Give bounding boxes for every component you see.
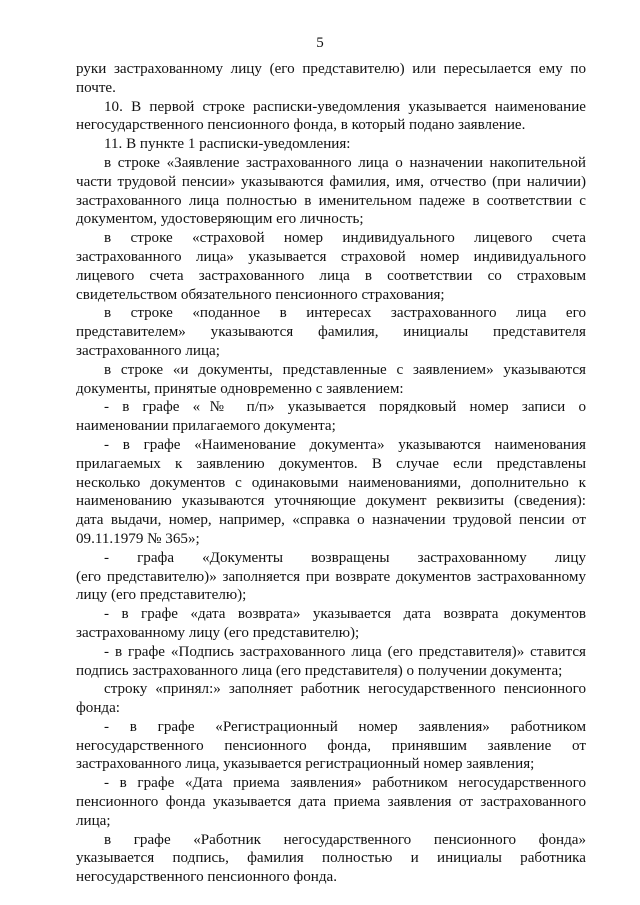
text-line: - в графе «Регистрационный номер заявления» работником <box>104 718 586 735</box>
text-line: 10. В первой строке расписки-уведомления указывается наименование <box>104 98 586 115</box>
text-line: почте. <box>76 79 116 96</box>
text-line: в строке «и документы, представленные с заявлением» указываются <box>104 361 586 378</box>
text-line: пенсионного фонда указывается дата приема заявления от застрахованного <box>76 794 586 811</box>
text-line: 11. В пункте 1 расписки-уведомления: <box>104 136 351 153</box>
text-line: несколько документов с одинаковыми наименованиями, дополнительно к <box>76 474 586 491</box>
page-number: 5 <box>316 35 324 51</box>
text-line: 09.11.1979 № 365»; <box>76 530 200 547</box>
text-line: в строке «поданное в интересах застрахованного лица его <box>104 305 586 322</box>
text-line: наименовании прилагаемого документа; <box>76 418 336 435</box>
document-body <box>76 60 586 887</box>
text-line: - в графе «№ п/п» указывается порядковый номер записи о <box>104 399 586 416</box>
text-line: в строке «Заявление застрахованного лица о назначении накопительной <box>104 154 586 171</box>
text-line: фонда: <box>76 700 120 717</box>
text-line: прилагаемых к заявлению документов. В случае если представлены <box>76 455 586 472</box>
text-line: в графе «Работник негосударственного пенсионного фонда» <box>104 831 586 848</box>
text-line: руки застрахованному лицу (его представителю) или пересылается ему по <box>76 61 586 77</box>
text-line: негосударственного пенсионного фонда. <box>76 869 337 886</box>
text-line: (его представителю)» заполняется при возврате документов застрахованному <box>76 568 586 585</box>
text-line: дата выдачи, номер, например, «справка о назначении трудовой пенсии от <box>76 512 586 529</box>
text-line: документом, удостоверяющим его личность; <box>76 211 364 228</box>
text-line: негосударственного пенсионного фонда, принявшим заявление от <box>76 737 586 754</box>
text-line: лицу (его представителю); <box>76 587 247 604</box>
text-line: подпись застрахованного лица (его представителя) о получении документа; <box>76 662 563 679</box>
text-line: застрахованного лица полностью в именительном падеже в соответствии с <box>76 192 586 209</box>
text-line: представителем» указываются фамилия, инициалы представителя <box>76 324 586 341</box>
text-line: свидетельством обязательного пенсионного страхования; <box>76 286 445 303</box>
text-line: документы, принятые одновременно с заявлением: <box>76 380 404 397</box>
text-line: строку «принял:» заполняет работник негосударственного пенсионного <box>104 681 586 698</box>
text-line: лица; <box>76 812 111 829</box>
text-line: в строке «страховой номер индивидуального лицевого счета <box>104 230 586 247</box>
text-line: - графа «Документы возвращены застрахованному лицу <box>104 549 586 566</box>
text-line: негосударственного пенсионного фонда, в который подано заявление. <box>76 117 526 134</box>
text-line: указывается подпись, фамилия полностью и инициалы работника <box>76 850 586 867</box>
text-line: застрахованного лица; <box>76 342 220 359</box>
text-line: части трудовой пенсии» указываются фамилия, имя, отчество (при наличии) <box>76 173 586 190</box>
text-line: - в графе «дата возврата» указывается дата возврата документов <box>104 606 586 623</box>
text-line: - в графе «Наименование документа» указываются наименования <box>104 436 586 453</box>
text-line: застрахованного лица» указывается страховой номер индивидуального <box>76 248 586 265</box>
text-line: застрахованного лица, указывается регистрационный номер заявления; <box>76 756 535 773</box>
text-line: застрахованному лицу (его представителю); <box>76 624 360 641</box>
text-line: лицевого счета застрахованного лица в соответствии со страховым <box>76 267 586 284</box>
text-line: - в графе «Подпись застрахованного лица (его представителя)» ставится <box>104 643 586 660</box>
text-line: - в графе «Дата приема заявления» работником негосударственного <box>104 775 586 792</box>
text-line: наименованию указываются уточняющие документ реквизиты (сведения): <box>76 493 586 510</box>
